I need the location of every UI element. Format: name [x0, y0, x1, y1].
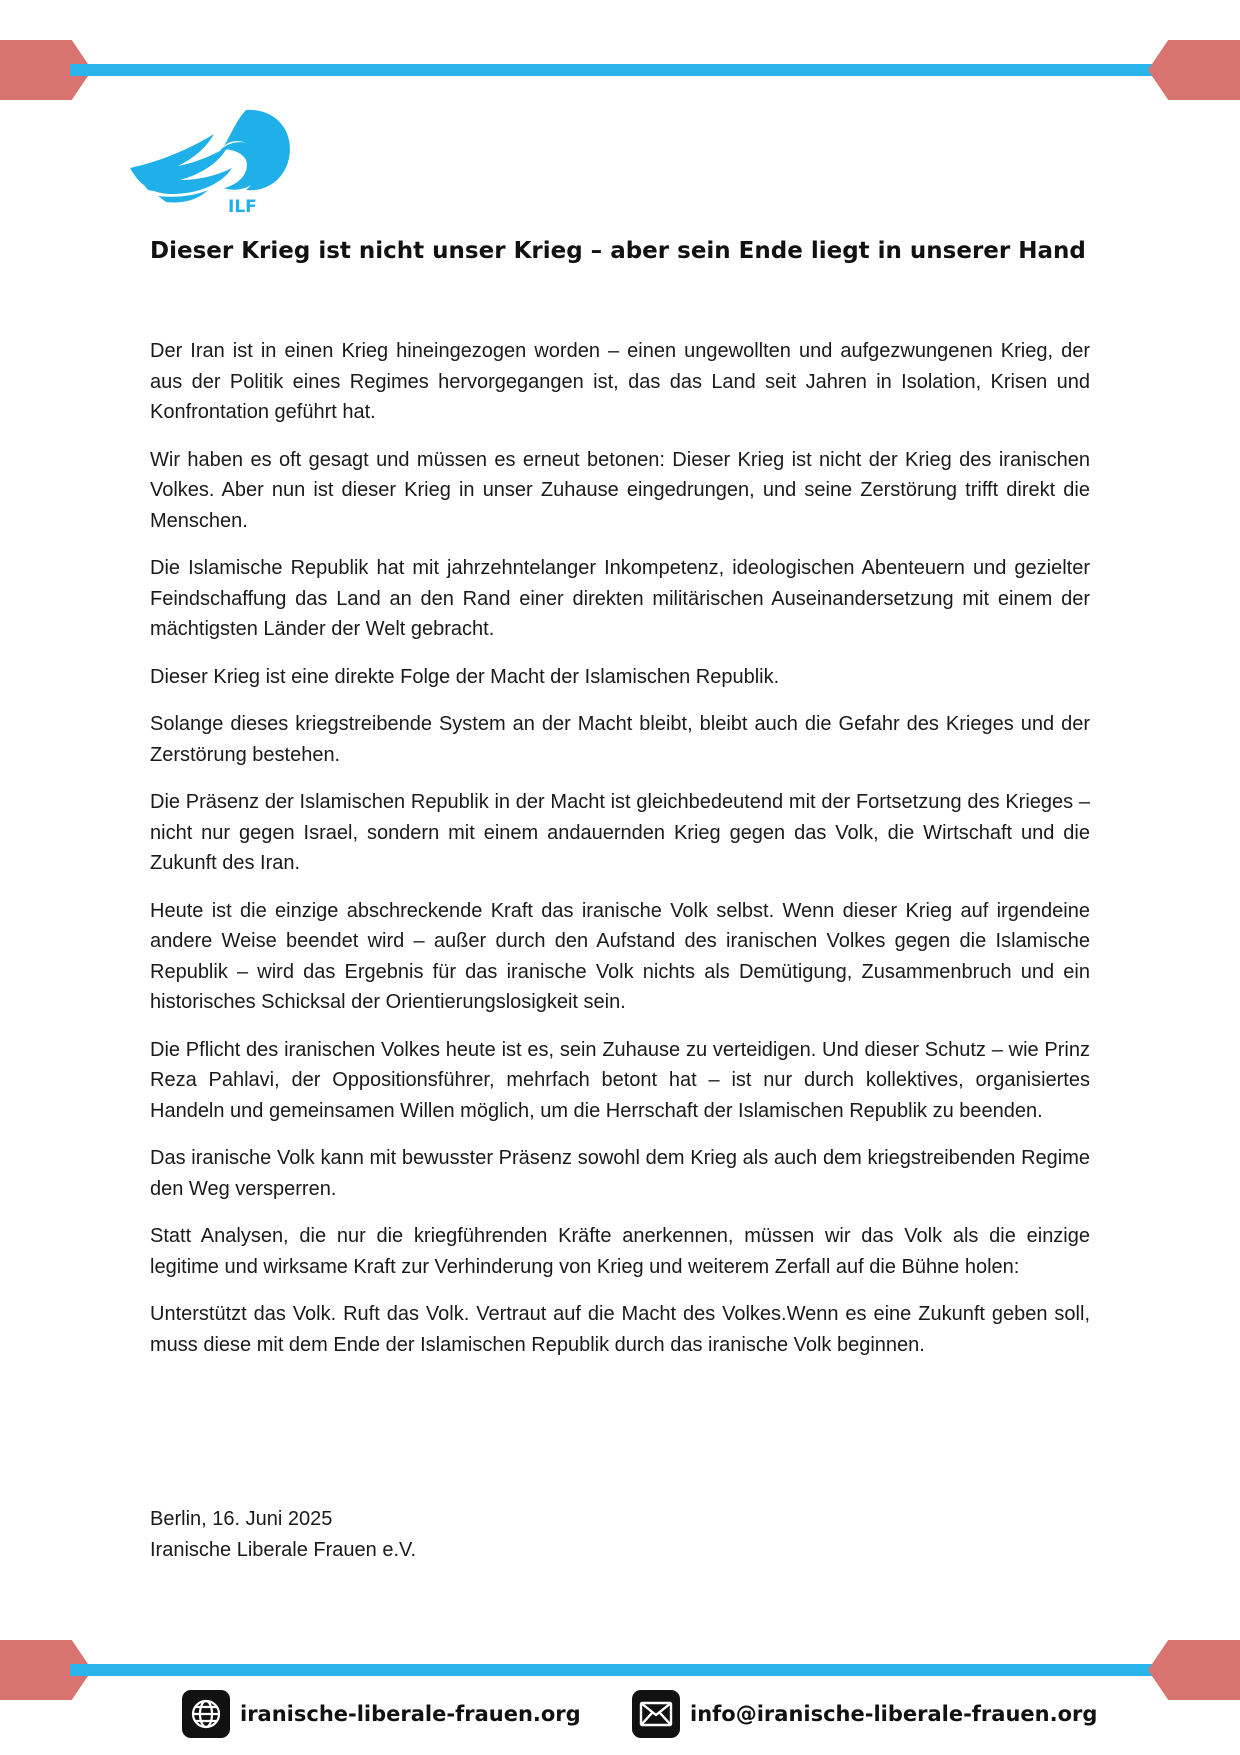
- globe-icon: [182, 1690, 230, 1738]
- paragraph: Wir haben es oft gesagt und müssen es erneut betonen: Dieser Krieg ist nicht der Krieg des iranischen Volkes. Aber nun ist dieser Krieg in unser Zuhause eingedrungen, und seine Zerstörung trifft direkt die Menschen.: [150, 448, 1090, 532]
- paragraph: Solange dieses kriegstreibende System an der Macht bleibt, bleibt auch die Gefahr des Krieges und der Zerstörung bestehen.: [150, 713, 1090, 766]
- footer-band-bar: [70, 1664, 1170, 1676]
- organization-name: Iranische Liberale Frauen e.V.: [150, 1539, 417, 1561]
- paragraph: Unterstützt das Volk. Ruft das Volk. Vertraut auf die Macht des Volkes.Wenn es eine Zukunft geben soll, muss diese mit dem Ende der Islamischen Republik durch das iranische Volk beginnen.: [150, 1303, 1090, 1356]
- document-body: [150, 336, 1090, 1377]
- document-title: Dieser Krieg ist nicht unser Krieg – aber sein Ende liegt in unserer Hand: [150, 238, 1086, 264]
- paragraph: Das iranische Volk kann mit bewusster Präsenz sowohl dem Krieg als auch dem kriegstreibenden Regime den Weg versperren.: [150, 1147, 1090, 1200]
- paragraph: Die Pflicht des iranischen Volkes heute ist es, sein Zuhause zu verteidigen. Und dieser Schutz – wie Prinz Reza Pahlavi, der Oppositionsführer, mehrfach betont hat – ist nur durch kollektives, organisiertes Handeln und gemeinsamen Willen möglich, um die Herrschaft der Islamischen Republik zu beenden.: [150, 1038, 1090, 1122]
- ilf-logo-mark: [128, 104, 298, 216]
- logo-text: ILF: [228, 197, 257, 216]
- signature-block: [150, 1504, 416, 1566]
- paragraph: Die Islamische Republik hat mit jahrzehntelanger Inkompetenz, ideologischen Abenteuern und gezielter Feindschaffung das Land an den Rand einer direkten militärischen Auseinandersetzung mit einem der mächtigsten Länder der Welt gebracht.: [150, 557, 1090, 640]
- paragraph: Dieser Krieg ist eine direkte Folge der Macht der Islamischen Republik.: [150, 665, 780, 688]
- paragraph: Statt Analysen, die nur die kriegführenden Kräfte anerkennen, müssen wir das Volk als die einzige legitime und wirksame Kraft zur Verhinderung von Krieg und weiterem Zerfall auf die Bühne holen:: [150, 1225, 1090, 1278]
- paragraph: Die Präsenz der Islamischen Republik in der Macht ist gleichbedeutend mit der Fortsetzung des Krieges – nicht nur gegen Israel, sondern mit einem andauernden Krieg gegen das Volk, die Wirtschaft und die Zukunft des Iran.: [150, 791, 1090, 874]
- envelope-icon: [632, 1690, 680, 1738]
- ilf-logo: [128, 104, 298, 216]
- header-band: [0, 40, 1240, 100]
- footer-email-link[interactable]: [632, 1688, 1097, 1740]
- header-band-bar: [70, 64, 1170, 76]
- footer-website-link[interactable]: [182, 1688, 581, 1740]
- paragraph: Der Iran ist in einen Krieg hineingezogen worden – einen ungewollten und aufgezwungenen Krieg, der aus der Politik eines Regimes hervorgegangen ist, das das Land seit Jahren in Isolation, Krisen und Konfrontation geführt hat.: [150, 340, 1090, 423]
- header-band-right-cap: [1148, 40, 1240, 100]
- place-date: Berlin, 16. Juni 2025: [150, 1508, 333, 1530]
- website-url[interactable]: iranische-liberale-frauen.org: [240, 1702, 581, 1726]
- footer-band-right-cap: [1148, 1640, 1240, 1700]
- email-address[interactable]: info@iranische-liberale-frauen.org: [690, 1702, 1098, 1726]
- paragraph: Heute ist die einzige abschreckende Kraft das iranische Volk selbst. Wenn dieser Krieg auf irgendeine andere Weise beendet wird – außer durch den Aufstand des iranischen Volkes gegen die Islamische Republik – wird das Ergebnis für das iranische Volk nichts als Demütigung, Zusammenbruch und ein historisches Schicksal der Orientierungslosigkeit sein.: [150, 899, 1090, 1013]
